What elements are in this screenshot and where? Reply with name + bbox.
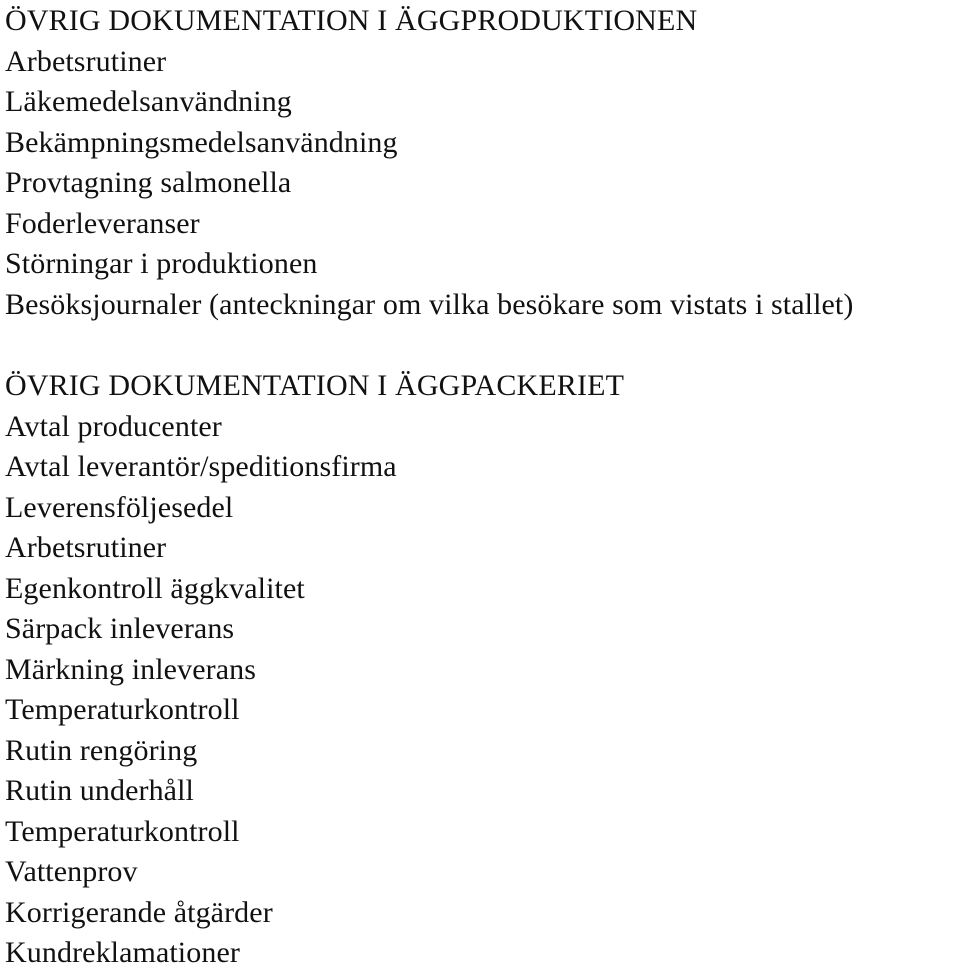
list-item: Arbetsrutiner: [5, 531, 167, 564]
list-item: Bekämpningsmedelsanvändning: [5, 125, 398, 159]
list-item: Rutin rengöring: [5, 733, 198, 767]
list-item: Avtal leverantör/speditionsfirma: [5, 450, 397, 483]
list-item: Störningar i produktionen: [5, 247, 318, 280]
item-list: [5, 407, 960, 974]
section-aggpackeriet: [5, 366, 960, 974]
list-item: Vattenprov: [5, 855, 138, 888]
list-item: Leverensföljesedel: [5, 490, 234, 524]
section-aggproduktionen: [5, 0, 960, 325]
list-item: Kundreklamationer: [5, 936, 240, 969]
list-item: Läkemedelsanvändning: [5, 85, 292, 118]
list-item: Foderleveranser: [5, 206, 200, 240]
list-item: Temperaturkontroll: [5, 814, 240, 848]
list-item: Märkning inleverans: [5, 652, 256, 686]
list-item: Egenkontroll äggkvalitet: [5, 571, 305, 605]
list-item: Arbetsrutiner: [5, 44, 167, 78]
list-item: Särpack inleverans: [5, 612, 235, 645]
section-heading: ÖVRIG DOKUMENTATION I ÄGGPRODUKTIONEN: [5, 4, 698, 37]
list-item: Rutin underhåll: [5, 774, 194, 807]
list-item: Provtagning salmonella: [5, 166, 292, 199]
list-item: Temperaturkontroll: [5, 693, 240, 726]
list-item: Besöksjournaler (anteckningar om vilka besökare som vistats i stallet): [5, 287, 854, 321]
list-item: Korrigerande åtgärder: [5, 895, 273, 929]
list-item: Avtal producenter: [5, 409, 222, 443]
section-heading: ÖVRIG DOKUMENTATION I ÄGGPACKERIET: [5, 369, 625, 402]
item-list: [5, 42, 960, 326]
